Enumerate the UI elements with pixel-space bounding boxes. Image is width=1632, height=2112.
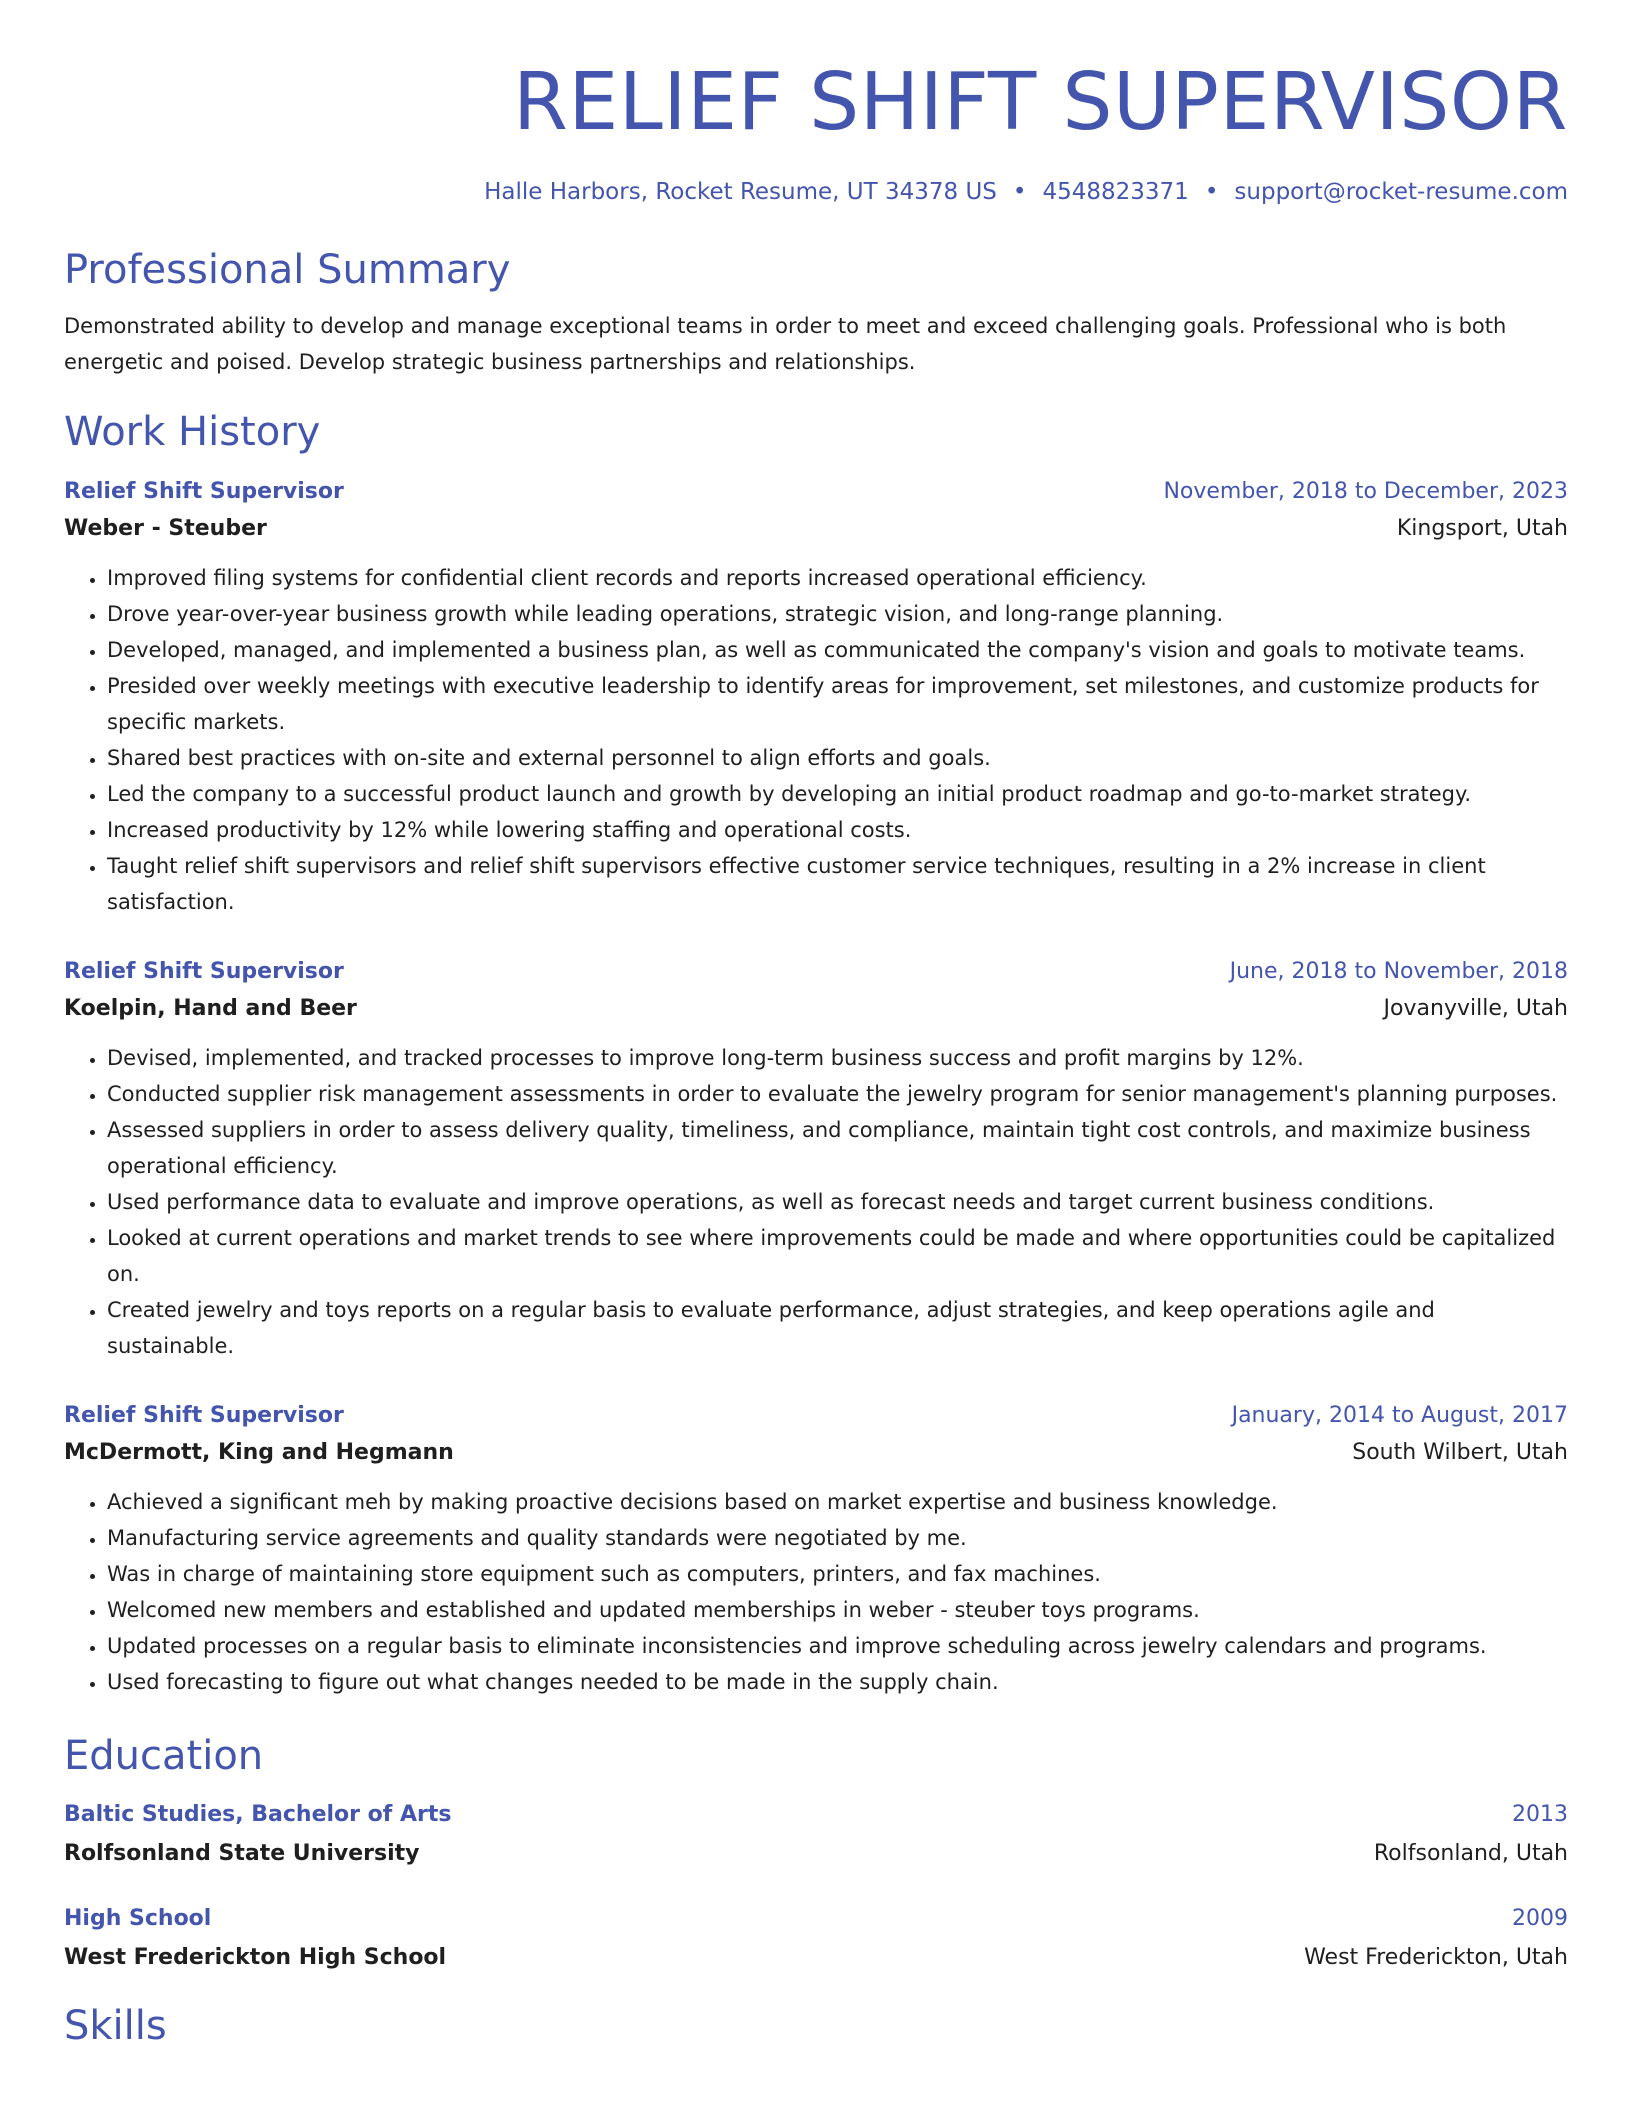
job-bullet: • Welcomed new members and established and updated memberships in weber - steuber toys programs. <box>107 1592 1568 1628</box>
education-entry <box>64 1796 1568 1874</box>
work-history-heading: Work History <box>64 409 321 455</box>
job-bullet: • Improved filing systems for confidential client records and reports increased operational efficiency. <box>107 560 1568 596</box>
job-bullet: • Assessed suppliers in order to assess delivery quality, timeliness, and compliance, maintain tight cost controls, and maximize business operational efficiency. <box>107 1112 1568 1184</box>
graduation-year: 2009 <box>1512 1906 1568 1931</box>
job-bullet: • Manufacturing service agreements and quality standards were negotiated by me. <box>107 1520 1568 1556</box>
school-location: Rolfsonland, Utah <box>1373 1841 1568 1866</box>
job-title: Relief Shift Supervisor <box>64 479 344 504</box>
job-title: Relief Shift Supervisor <box>64 1403 344 1428</box>
job-title-heading: RELIEF SHIFT SUPERVISOR <box>512 56 1568 148</box>
employer-name: Koelpin, Hand and Beer <box>64 996 357 1021</box>
job-bullet: • Conducted supplier risk management assessments in order to evaluate the jewelry program for senior management's planning purposes. <box>107 1076 1568 1112</box>
contact-separator: • <box>1204 179 1219 205</box>
summary-heading: Professional Summary <box>64 247 511 293</box>
job-bullet: • Developed, managed, and implemented a business plan, as well as communicated the company's vision and goals to motivate teams. <box>107 632 1568 668</box>
job-bullet: • Shared best practices with on-site and external personnel to align efforts and goals. <box>107 740 1568 776</box>
job-bullet: • Achieved a significant meh by making proactive decisions based on market expertise and business knowledge. <box>107 1484 1568 1520</box>
job-bullet: • Created jewelry and toys reports on a regular basis to evaluate performance, adjust strategies, and keep operations agile and sustainable. <box>107 1292 1568 1364</box>
school-name: Rolfsonland State University <box>64 1841 420 1866</box>
job-dates: November, 2018 to December, 2023 <box>1163 479 1568 504</box>
job-bullet: • Used forecasting to figure out what changes needed to be made in the supply chain. <box>107 1664 1568 1700</box>
job-bullet: • Was in charge of maintaining store equipment such as computers, printers, and fax machines. <box>107 1556 1568 1592</box>
job-location: South Wilbert, Utah <box>1352 1440 1568 1465</box>
job-bullet: • Devised, implemented, and tracked processes to improve long-term business success and profit margins by 12%. <box>107 1040 1568 1076</box>
job-bullet: • Led the company to a successful product launch and growth by developing an initial product roadmap and go-to-market strategy. <box>107 776 1568 812</box>
job-bullet: • Looked at current operations and market trends to see where improvements could be made and where opportunities could be capitalized on. <box>107 1220 1568 1292</box>
job-entry <box>64 474 1568 920</box>
job-bullets <box>64 1484 1568 1700</box>
job-entry <box>64 1398 1568 1700</box>
contact-phone[interactable]: 4548823371 <box>1042 179 1189 205</box>
job-entry <box>64 954 1568 1364</box>
job-bullet: • Updated processes on a regular basis to eliminate inconsistencies and improve scheduling across jewelry calendars and programs. <box>107 1628 1568 1664</box>
degree-name: High School <box>64 1906 212 1931</box>
school-name: West Frederickton High School <box>64 1945 447 1970</box>
employer-name: McDermott, King and Hegmann <box>64 1440 454 1465</box>
job-bullet: • Presided over weekly meetings with executive leadership to identify areas for improvement, set milestones, and customize products for specific markets. <box>107 668 1568 740</box>
degree-name: Baltic Studies, Bachelor of Arts <box>64 1802 452 1827</box>
job-bullet: • Taught relief shift supervisors and relief shift supervisors effective customer service techniques, resulting in a 2% increase in client satisfaction. <box>107 848 1568 920</box>
education-entry <box>64 1900 1568 1978</box>
job-bullet: • Drove year-over-year business growth while leading operations, strategic vision, and long-range planning. <box>107 596 1568 632</box>
contact-line <box>64 176 1568 208</box>
contact-address: Halle Harbors, Rocket Resume, UT 34378 US <box>484 179 997 205</box>
graduation-year: 2013 <box>1512 1802 1568 1827</box>
job-bullet: • Increased productivity by 12% while lowering staffing and operational costs. <box>107 812 1568 848</box>
skills-heading: Skills <box>64 2003 167 2049</box>
job-dates: January, 2014 to August, 2017 <box>1231 1403 1568 1428</box>
school-location: West Frederickton, Utah <box>1304 1945 1568 1970</box>
job-bullet: • Used performance data to evaluate and improve operations, as well as forecast needs and target current business conditions. <box>107 1184 1568 1220</box>
summary-text: Demonstrated ability to develop and manage exceptional teams in order to meet and exceed challenging goals. Professional who is both energetic and poised. Develop strategic business partnerships and relationships. <box>64 314 1507 374</box>
resume-header <box>64 0 1568 208</box>
contact-separator: • <box>1012 179 1027 205</box>
job-title: Relief Shift Supervisor <box>64 959 344 984</box>
job-location: Jovanyville, Utah <box>1383 996 1568 1021</box>
job-bullets <box>64 1040 1568 1364</box>
job-location: Kingsport, Utah <box>1396 516 1568 541</box>
job-bullets <box>64 560 1568 920</box>
job-dates: June, 2018 to November, 2018 <box>1229 959 1568 984</box>
education-heading: Education <box>64 1733 264 1779</box>
employer-name: Weber - Steuber <box>64 516 267 541</box>
contact-email[interactable]: support@rocket-resume.com <box>1234 179 1568 205</box>
